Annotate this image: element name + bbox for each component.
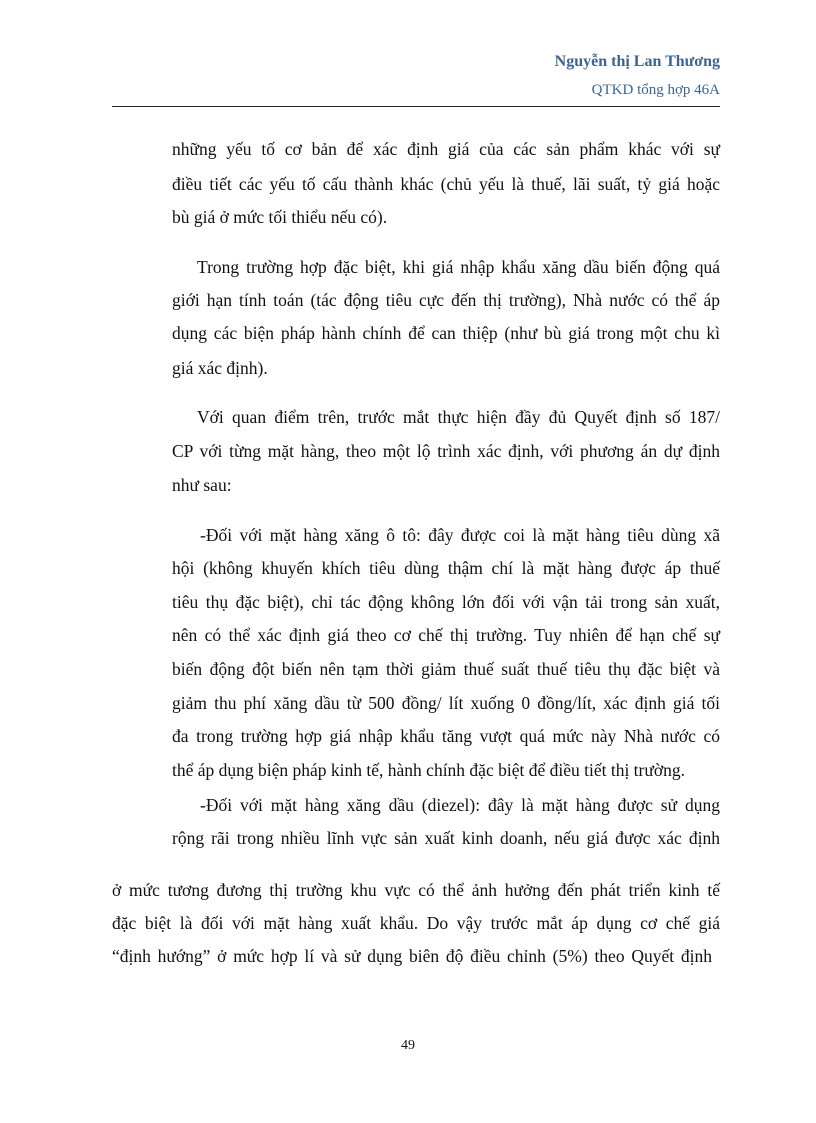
text-line: -Đối với mặt hàng xăng ô tô: đây được coi là mặt hàng tiêu dùng xã [200,525,720,545]
header-rule [112,106,720,107]
text-line: tiêu thụ đặc biệt), chỉ tác động không lớn đối với vận tải trong sản xuất, [172,592,720,612]
text-line: những yếu tố cơ bản để xác định giá của các sản phẩm khác với sự [172,139,720,159]
text-line: nên có thể xác định giá theo cơ chế thị trường. Tuy nhiên để hạn chế sự [172,625,720,645]
text-line: bù giá ở mức tối thiểu nếu có). [172,207,388,227]
text-line: biến động đột biến nên tạm thời giảm thuế suất thuế tiêu thụ đặc biệt và [172,659,720,679]
page-number: 49 [401,1038,415,1053]
text-line: hội (không khuyến khích tiêu dùng thậm chí là mặt hàng được áp thuế [172,558,720,578]
text-line: giá xác định). [172,358,268,378]
text-line: “định hướng” ở mức hợp lí và sử dụng biên độ điều chỉnh (5%) theo Quyết định [112,946,712,966]
text-line: giảm thu phí xăng dầu từ 500 đồng/ lít xuống 0 đồng/lít, xác định giá tối [172,693,720,713]
text-line: -Đối với mặt hàng xăng dầu (diezel): đây là mặt hàng được sử dụng [200,795,720,815]
text-line: Với quan điểm trên, trước mắt thực hiện đầy đủ Quyết định số 187/ [197,407,720,427]
header-class-name: QTKD tổng hợp 46A [591,82,720,98]
text-line: rộng rãi trong nhiều lĩnh vực sản xuất kinh doanh, nếu giá được xác định [172,828,720,848]
text-line: giới hạn tính toán (tác động tiêu cực đến thị trường), Nhà nước có thể áp [172,290,720,310]
page-header [112,50,720,102]
header-author: Nguyễn thị Lan Thương [554,53,720,70]
text-line: dụng các biện pháp hành chính để can thiệp (như bù giá trong một chu kì [172,323,720,343]
text-line: ở mức tương đương thị trường khu vực có thể ảnh hưởng đến phát triển kinh tế [112,880,720,900]
text-line: như sau: [172,475,232,495]
text-line: đặc biệt là đối với mặt hàng xuất khẩu. Do vậy trước mắt áp dụng cơ chế giá [112,913,720,933]
text-line: thể áp dụng biện pháp kinh tế, hành chính đặc biệt để điều tiết thị trường. [172,760,685,780]
text-line: đa trong trường hợp giá nhập khẩu tăng vượt quá mức này Nhà nước có [172,726,720,746]
text-line: điều tiết các yếu tố cấu thành khác (chủ yếu là thuế, lãi suất, tỷ giá hoặc [172,174,720,194]
text-line: CP với từng mặt hàng, theo một lộ trình xác định, với phương án dự định [172,441,720,461]
text-line: Trong trường hợp đặc biệt, khi giá nhập khẩu xăng dầu biến động quá [197,257,720,277]
